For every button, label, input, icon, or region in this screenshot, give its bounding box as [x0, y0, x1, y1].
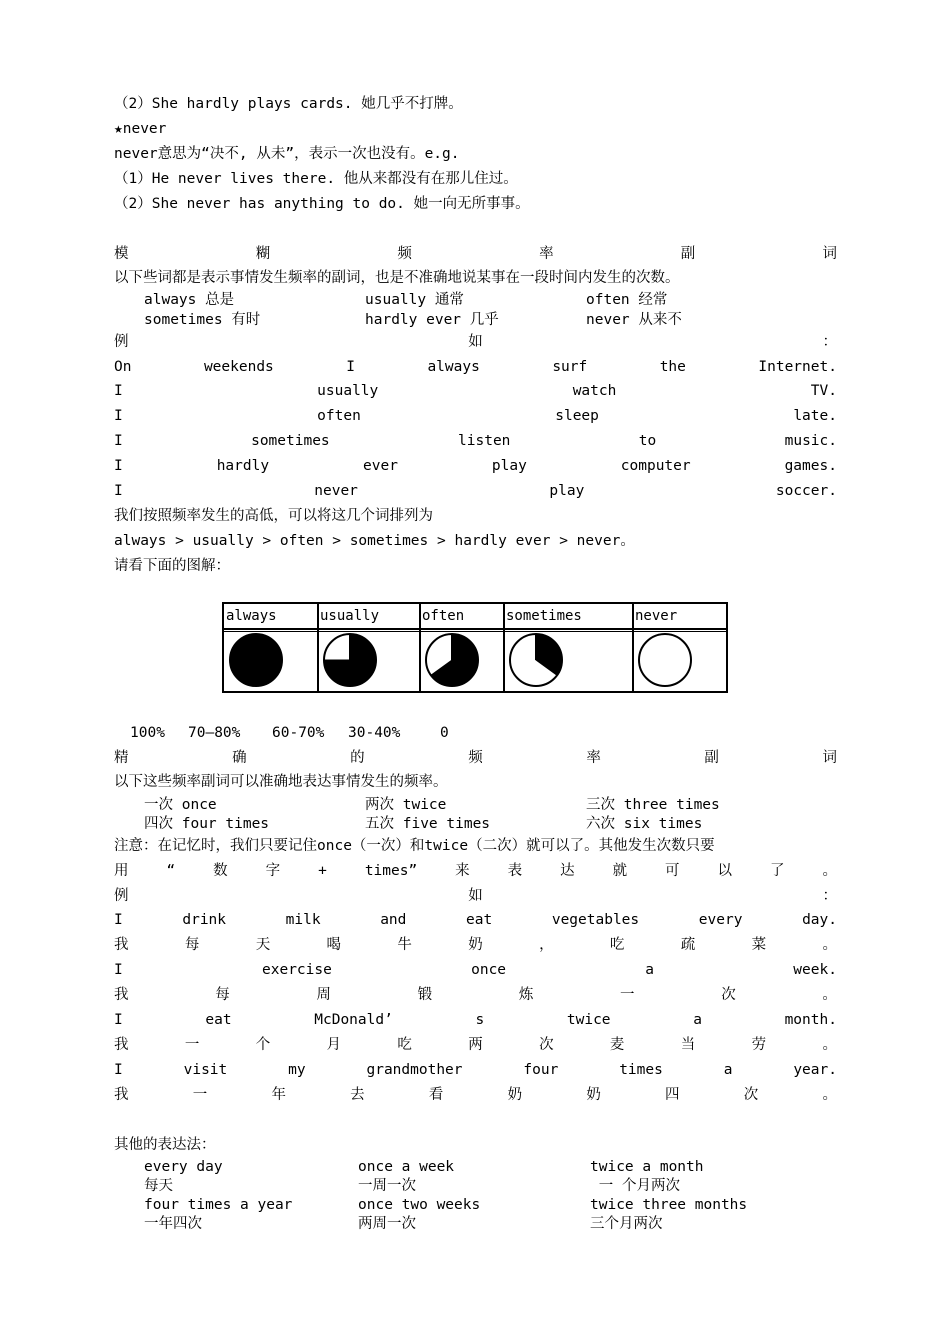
token: 以 — [717, 863, 733, 879]
token: 频 — [468, 750, 483, 766]
token: 率 — [539, 246, 554, 262]
token: 年 — [271, 1087, 286, 1103]
expression-item: once a week — [358, 1159, 455, 1175]
token: TV. — [810, 383, 837, 399]
example-sentence — [114, 357, 837, 377]
example-sentence — [114, 406, 837, 426]
token: 。 — [822, 863, 837, 879]
token: 词 — [822, 246, 837, 262]
example-label — [114, 332, 837, 352]
token: day. — [802, 912, 837, 928]
token: times” — [364, 863, 418, 879]
token: week. — [793, 962, 837, 978]
token: surf — [552, 359, 588, 375]
example-label — [114, 886, 837, 906]
token: sometimes — [251, 433, 330, 449]
expression-item: 一 个月两次 — [590, 1178, 680, 1194]
token: I — [114, 912, 123, 928]
token: + — [318, 863, 327, 879]
token: eat — [466, 912, 493, 928]
expression-item: 每天 — [144, 1178, 173, 1194]
example-translation — [114, 1085, 837, 1105]
token: 用 — [114, 863, 129, 879]
token: 我 — [114, 937, 129, 953]
text-line: （2）She never has anything to do. 她一向无所事事。 — [114, 196, 530, 212]
word-item: sometimes 有时 — [144, 312, 261, 328]
example-translation — [114, 1035, 837, 1055]
frequency-pie — [226, 630, 286, 690]
token: 例 — [114, 888, 129, 904]
word-item: often 经常 — [586, 292, 668, 308]
token: 锻 — [417, 987, 433, 1003]
expression-item: once two weeks — [358, 1197, 481, 1213]
frequency-column-label: usually — [320, 608, 380, 624]
token: 。 — [822, 1037, 837, 1053]
frequency-column-label: always — [226, 608, 277, 624]
token: 个 — [255, 1037, 271, 1053]
token: 奶 — [468, 937, 483, 953]
token: I — [114, 433, 123, 449]
section-title-fuzzy — [114, 244, 837, 264]
token: the — [659, 359, 686, 375]
token: ever — [363, 458, 398, 474]
token: eat — [205, 1012, 232, 1028]
token: 字 — [265, 863, 281, 879]
token: a — [693, 1012, 702, 1028]
text-line: 请看下面的图解： — [114, 558, 230, 574]
token: s — [475, 1012, 485, 1028]
token: I — [114, 458, 123, 474]
section-title-other: 其他的表达法： — [114, 1137, 216, 1153]
token: 的 — [350, 750, 365, 766]
token: 确 — [232, 750, 247, 766]
token: 一 — [192, 1087, 208, 1103]
token: McDonald’ — [314, 1012, 393, 1028]
token: 副 — [704, 750, 719, 766]
word-item: 四次 four times — [144, 816, 270, 832]
pie-outline — [230, 634, 282, 686]
token: listen — [458, 433, 511, 449]
token: ： — [822, 334, 837, 350]
token: 吃 — [609, 937, 625, 953]
token: 看 — [428, 1087, 444, 1103]
token: 菜 — [751, 937, 767, 953]
token: drink — [182, 912, 227, 928]
word-item: 六次 six times — [586, 816, 703, 832]
example-sentence — [114, 481, 837, 501]
word-item: never 从来不 — [586, 312, 682, 328]
token: 吃 — [397, 1037, 412, 1053]
token: 麦 — [609, 1037, 625, 1053]
example-translation — [114, 935, 837, 955]
text-line: 以下这些频率副词可以准确地表达事情发生的频率。 — [114, 774, 448, 790]
token: often — [317, 408, 361, 424]
token: 如 — [468, 334, 483, 350]
token: 次 — [743, 1087, 759, 1103]
token: watch — [572, 383, 617, 399]
word-item: 三次 three times — [586, 797, 720, 813]
note-line: 注意：在记忆时，我们只要记住once（一次）和twice（二次）就可以了。其他发生次数只要 — [114, 838, 715, 854]
token: 副 — [680, 246, 696, 262]
token: 喝 — [326, 937, 342, 953]
expression-item: 一年四次 — [144, 1216, 202, 1232]
token: 奶 — [507, 1087, 523, 1103]
token: 。 — [822, 1087, 837, 1103]
token: computer — [620, 458, 691, 474]
token: a — [723, 1062, 733, 1078]
token: soccer. — [775, 483, 837, 499]
token: 劳 — [751, 1037, 767, 1053]
pie-outline — [639, 634, 691, 686]
word-item: 两次 twice — [365, 797, 447, 813]
token: exercise — [262, 962, 332, 978]
percent-label: 70—80% — [188, 725, 241, 741]
token: 每 — [215, 987, 230, 1003]
token: 精 — [114, 750, 129, 766]
token: usually — [317, 383, 379, 399]
text-line: 我们按照频率发生的高低，可以将这几个词排列为 — [114, 508, 433, 524]
token: 可 — [665, 863, 680, 879]
word-item: usually 通常 — [365, 292, 464, 308]
token: 两 — [468, 1037, 483, 1053]
word-item: hardly ever 几乎 — [365, 312, 499, 328]
frequency-pie — [422, 630, 482, 690]
token: twice — [566, 1012, 611, 1028]
percent-label: 0 — [440, 725, 449, 741]
frequency-column-label: never — [635, 608, 678, 624]
expression-item: 一周一次 — [358, 1178, 416, 1194]
frequency-column-label: often — [422, 608, 465, 624]
word-item: always 总是 — [144, 292, 235, 308]
token: On — [114, 359, 132, 375]
token: month. — [784, 1012, 837, 1028]
order-line: always > usually > often > sometimes > hardly ever > never。 — [114, 533, 635, 549]
section-heading-never: ★never — [114, 121, 167, 137]
token: 奶 — [586, 1087, 601, 1103]
token: 。 — [822, 937, 837, 953]
token: 来 — [455, 863, 470, 879]
token: I — [114, 1062, 123, 1078]
token: 率 — [586, 750, 601, 766]
text-line: 以下些词都是表示事情发生频率的副词，也是不准确地说某事在一段时间内发生的次数。 — [114, 270, 680, 286]
example-translation — [114, 985, 837, 1005]
token: 次 — [539, 1037, 554, 1053]
token: 数 — [213, 863, 228, 879]
token: late. — [793, 408, 837, 424]
token: four — [523, 1062, 559, 1078]
token: 去 — [350, 1087, 365, 1103]
example-sentence — [114, 431, 837, 451]
frequency-column-label: sometimes — [506, 608, 582, 624]
example-sentence — [114, 1060, 837, 1080]
expression-item: four times a year — [144, 1197, 293, 1213]
token: play — [491, 458, 527, 474]
token: every — [698, 912, 743, 928]
token: 糊 — [255, 246, 271, 262]
text-line: （1）He never lives there. 他从来都没有在那儿住过。 — [114, 171, 518, 187]
example-sentence — [114, 381, 837, 401]
token: 每 — [184, 937, 200, 953]
token: 疏 — [680, 937, 696, 953]
token: sleep — [555, 408, 599, 424]
token: 炼 — [518, 987, 534, 1003]
token: 了 — [769, 863, 785, 879]
token: I — [114, 383, 123, 399]
example-sentence — [114, 960, 837, 980]
example-sentence — [114, 910, 837, 930]
token: 例 — [114, 334, 129, 350]
token: and — [380, 912, 407, 928]
token: 模 — [114, 246, 129, 262]
token: 月 — [326, 1037, 342, 1053]
example-sentence — [114, 1010, 837, 1030]
token: 牛 — [397, 937, 412, 953]
token: 四 — [665, 1087, 680, 1103]
token: I — [114, 483, 123, 499]
frequency-chart — [222, 602, 728, 693]
token: 就 — [612, 863, 628, 879]
expression-item: 两周一次 — [358, 1216, 416, 1232]
token: vegetables — [551, 912, 640, 928]
token: weekends — [203, 359, 274, 375]
token: milk — [285, 912, 321, 928]
text-line: （2）She hardly plays cards. 她几乎不打牌。 — [114, 96, 463, 112]
percent-label: 60-70% — [272, 725, 325, 741]
token: play — [549, 483, 585, 499]
text-line: never意思为“决不, 从未”，表示一次也没有。e.g. — [114, 146, 460, 162]
frequency-pie — [320, 630, 380, 690]
token: 周 — [316, 987, 331, 1003]
percent-label: 30-40% — [348, 725, 401, 741]
token: games. — [784, 458, 837, 474]
example-sentence — [114, 456, 837, 476]
token: 我 — [114, 1087, 129, 1103]
token: 当 — [680, 1037, 696, 1053]
token: always — [427, 359, 480, 375]
token: I — [114, 962, 123, 978]
frequency-pie — [635, 630, 695, 690]
token: ： — [822, 888, 837, 904]
expression-item: every day — [144, 1159, 223, 1175]
token: I — [114, 408, 123, 424]
token: to — [638, 433, 657, 449]
token: 表 — [507, 863, 523, 879]
note-line — [114, 861, 837, 881]
token: hardly — [216, 458, 270, 474]
word-item: 五次 five times — [365, 816, 491, 832]
token: 如 — [468, 888, 483, 904]
token: ， — [539, 937, 554, 953]
token: 词 — [822, 750, 837, 766]
token: 频 — [397, 246, 412, 262]
token: 一 — [620, 987, 635, 1003]
token: 天 — [255, 937, 271, 953]
token: 。 — [822, 987, 837, 1003]
token: year. — [793, 1062, 837, 1078]
token: I — [114, 1012, 123, 1028]
expression-item: 三个月两次 — [590, 1216, 663, 1232]
token: visit — [183, 1062, 228, 1078]
token: “ — [166, 863, 176, 879]
token: 我 — [114, 1037, 129, 1053]
token: I — [346, 359, 355, 375]
token: 我 — [114, 987, 129, 1003]
section-title-precise — [114, 748, 837, 768]
word-item: 一次 once — [144, 797, 217, 813]
token: 次 — [721, 987, 736, 1003]
expression-item: twice three months — [590, 1197, 748, 1213]
token: 一 — [184, 1037, 200, 1053]
token: times — [619, 1062, 663, 1078]
token: music. — [784, 433, 837, 449]
token: Internet. — [758, 359, 837, 375]
token: a — [645, 962, 655, 978]
frequency-pie — [506, 630, 566, 690]
token: 达 — [560, 863, 575, 879]
token: once — [471, 962, 507, 978]
expression-item: twice a month — [590, 1159, 704, 1175]
token: grandmother — [366, 1062, 463, 1078]
percent-label: 100% — [130, 725, 165, 741]
token: never — [314, 483, 358, 499]
token: my — [288, 1062, 306, 1078]
